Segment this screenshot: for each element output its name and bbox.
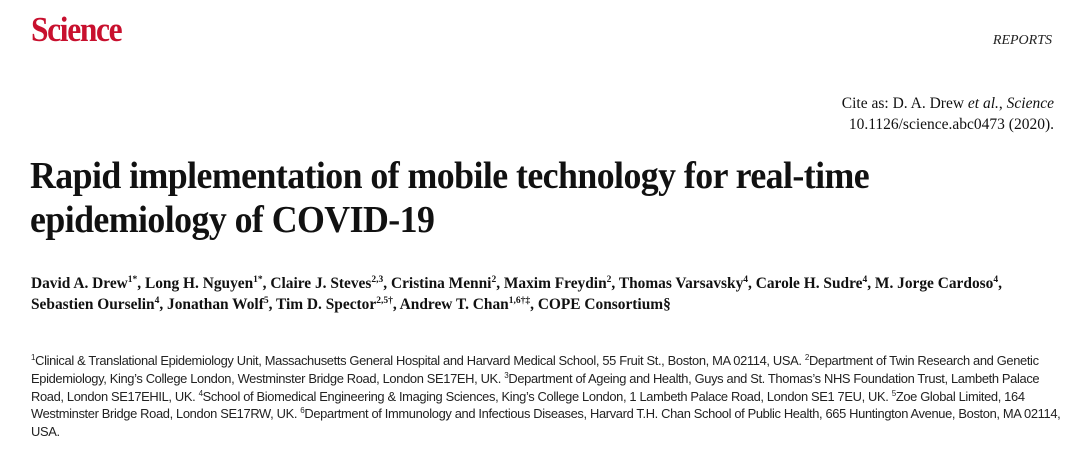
affiliation-number: 2 [804,353,809,362]
author-name: Sebastien Ourselin [31,295,155,313]
author-separator: , [530,295,538,313]
author-name: M. Jorge Cardoso [874,275,994,292]
citation-prefix: Cite as: D. A. Drew [841,95,968,112]
article-title-line-1: Rapid implementation of mobile technology for real-time [30,155,870,197]
citation [842,93,1054,135]
citation-etal: et al. [967,95,999,112]
author-affiliation-marker: 4 [743,275,749,285]
author-name: Thomas Varsavsky [618,275,744,292]
author-name: Cristina Menni [390,275,492,292]
affiliation-text: Clinical & Translational Epidemiology Unit, Massachusetts General Hospital and Harvard Medical School, 55 Fruit St., Boston, MA 02114, USA. [35,353,805,368]
author-separator: , [137,275,145,292]
author-affiliation-marker: 2,5† [376,295,393,306]
author-separator: , [748,275,756,292]
author-affiliation-marker: 2 [491,275,497,285]
author-name: Long H. Nguyen [144,275,254,292]
section-label: REPORTS [992,33,1052,48]
author-name: Andrew T. Chan [399,295,509,313]
affiliation-text: Department of Immunology and Infectious Diseases, Harvard T.H. Chan School of Public Health, 665 Huntington Avenue, Boston, MA 02114, USA. [31,406,1061,440]
affiliation-number: 1 [31,353,36,362]
author-name: Claire J. Steves [270,275,372,292]
author-separator: , [867,275,875,292]
article-title-line-2: epidemiology of COVID-19 [30,199,435,241]
affiliation-text: School of Biomedical Engineering & Imaging Sciences, King’s College London, 1 Lambeth Palace Road, London SE1 7EU, UK. [202,388,892,404]
author-separator: , [998,275,1002,292]
author-separator: , [268,295,276,313]
journal-logo: Science [31,10,122,49]
author-separator: , [392,295,400,313]
author-affiliation-marker: 2,3 [371,275,384,285]
author-affiliation-marker: 4 [154,295,160,306]
affiliation-text: Department of Ageing and Health, Guys and St. Thomas’s NHS Foundation Trust, Lambeth Palace Road, London SE17EHIL, UK. [31,370,1040,404]
citation-doi: 10.1126/science.abc0473 (2020). [848,116,1054,133]
affiliation-text: Department of Twin Research and Genetic Epidemiology, King’s College London, Westminster Bridge Road, London SE17EH, UK. [31,353,1039,386]
author-affiliation-marker: 4 [862,275,868,285]
author-name: David A. Drew [31,275,128,292]
author-name: Carole H. Sudre [755,275,863,292]
citation-separator: , [998,95,1007,112]
author-affiliation-marker: 1,6†‡ [508,295,531,306]
affiliation-text: Zoe Global Limited, 164 Westminster Bridge Road, London SE17RW, UK. [31,388,1025,422]
author-affiliation-marker: 1* [253,275,263,285]
author-name: Tim D. Spector [276,295,377,313]
author-separator: , [262,275,271,292]
affiliations [31,352,1066,441]
article-title [30,154,960,242]
author-affiliation-marker: 4 [993,275,999,285]
author-separator: , [383,275,391,292]
citation-journal: Science [1006,95,1054,112]
author-affiliation-marker: 2 [606,275,612,285]
author-list [31,274,1066,315]
author-separator: , [611,275,619,292]
author-name: COPE Consortium§ [537,295,671,313]
author-separator: , [159,295,168,313]
author-affiliation-marker: 5 [263,295,269,306]
affiliation-number: 3 [504,370,509,380]
affiliation-number: 5 [891,388,896,398]
author-separator: , [496,275,504,292]
affiliation-number: 6 [300,406,305,416]
author-affiliation-marker: 1* [127,275,138,285]
author-name: Maxim Freydin [503,275,607,292]
citation-line-1 [842,93,1054,114]
author-name: Jonathan Wolf [167,295,264,313]
affiliation-number: 4 [198,388,203,398]
